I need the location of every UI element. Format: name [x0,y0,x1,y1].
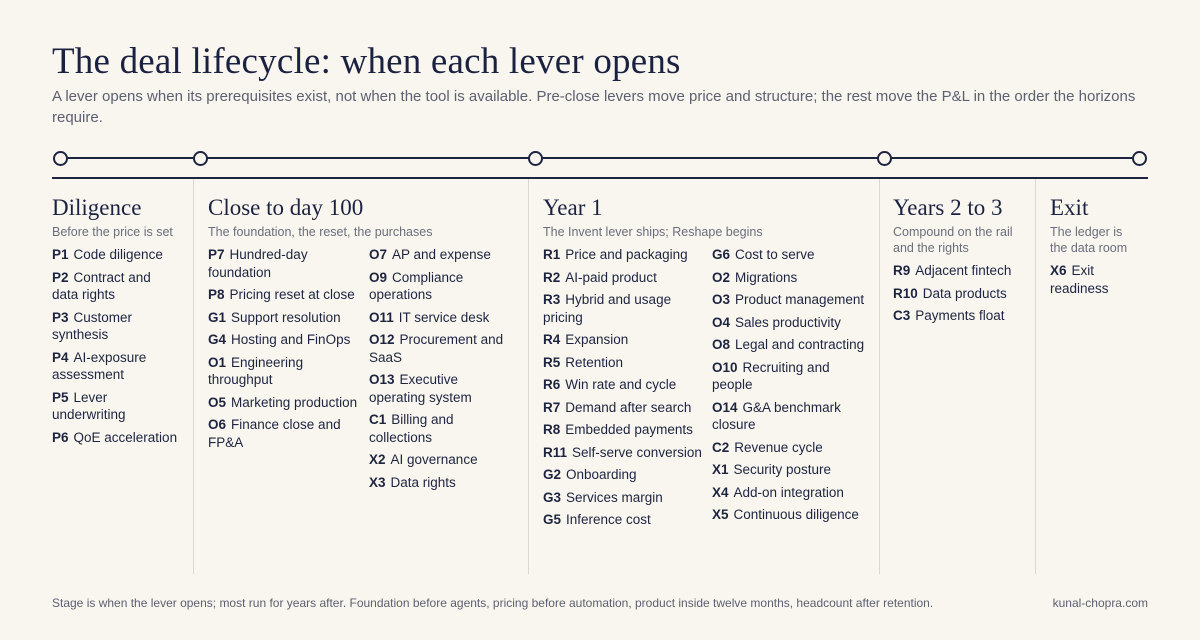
lever-item [712,336,872,354]
lever-label: Services margin [566,489,663,505]
lever-item [712,291,872,309]
lever-item [543,331,703,349]
lever-label: Demand after search [565,399,692,415]
lever-code: X3 [369,474,386,490]
lever-item [893,307,1028,325]
lever-code: C2 [712,439,730,455]
lever-code: P2 [52,269,69,285]
lever-item [369,474,509,492]
stage-description: Before the price is set [52,225,173,239]
lever-code: X1 [712,462,729,477]
lever-label: Compliance operations [369,269,464,302]
lever-item [369,371,509,406]
lever-label: Continuous diligence [733,507,859,522]
lever-label: AI-paid product [565,269,657,285]
lever-column [543,246,703,534]
lever-item [52,429,180,447]
stage-name: Diligence [52,195,142,220]
lever-code: R4 [543,332,561,347]
lever-code: R7 [543,399,561,415]
lever-item [543,269,703,287]
lever-code: P5 [52,389,69,405]
lever-item [52,349,180,384]
lever-code: O7 [369,247,388,262]
lever-item [712,269,872,287]
timeline-node-years-2-3 [877,151,892,166]
lever-label: Lever underwriting [52,389,126,422]
lever-label: Revenue cycle [734,439,823,455]
lever-item [369,309,509,327]
lever-item [369,411,509,446]
lever-code: C3 [893,308,911,323]
lever-label: Customer synthesis [52,309,133,342]
lever-column [1050,262,1130,302]
stage-description: Compound on the rail and the rights [893,225,1013,255]
lever-label: Exit readiness [1050,263,1109,296]
lever-label: Security posture [733,462,832,477]
lever-code: C1 [369,412,387,427]
lever-item [208,286,360,304]
lever-item [208,246,360,281]
stage-name: Year 1 [543,195,603,220]
lever-item [543,444,703,462]
lever-code: R10 [893,285,918,301]
lever-code: X4 [712,484,729,500]
stage-year-1 [543,194,872,534]
lever-code: G6 [712,247,731,262]
page-title: The deal lifecycle: when each lever opens [52,41,681,82]
lever-item [893,285,1028,303]
timeline-node-exit [1132,151,1147,166]
lever-code: O2 [712,269,731,285]
lever-label: Legal and contracting [735,337,865,352]
lever-code: P7 [208,247,225,262]
lever-item [52,269,180,304]
stage-diligence [52,194,180,451]
stage-years-2-to-3 [893,194,1028,330]
lever-item [543,511,703,529]
stage-close-to-day-100 [208,194,509,496]
lever-code: P4 [52,349,69,365]
stage-divider [193,179,194,574]
lever-item [543,246,703,264]
lever-column [712,246,872,534]
lever-item [712,484,872,502]
stage-divider [1035,179,1036,574]
lever-item [208,309,360,327]
lever-code: G1 [208,309,227,325]
lever-label: IT service desk [398,309,490,325]
lever-label: G&A benchmark closure [712,399,841,432]
timeline-node-year-1 [528,151,543,166]
lever-item [543,466,703,484]
lever-code: R11 [543,444,568,460]
lever-item [712,461,872,479]
lever-item [712,439,872,457]
stage-name: Years 2 to 3 [893,195,1003,220]
lever-label: Code diligence [73,247,163,262]
lever-label: Recruiting and people [712,359,830,392]
lever-label: Product management [735,292,865,307]
lever-column [369,246,509,496]
lever-label: Inference cost [566,512,651,527]
lever-code: X6 [1050,263,1067,278]
timeline-node-diligence [53,151,68,166]
lever-item [543,489,703,507]
lever-code: G3 [543,489,562,505]
page-subtitle: A lever opens when its prerequisites exist, not when the tool is available. Pre-close levers move price and structure; the rest move the P&L in the order the horizons require. [52,88,1136,126]
lever-code: X5 [712,507,729,522]
timeline-rail [60,157,1140,159]
lever-label: Hosting and FinOps [231,332,351,347]
stage-divider [528,179,529,574]
lever-label: Pricing reset at close [229,287,355,302]
lever-label: Hybrid and usage pricing [543,292,672,325]
lever-item [712,359,872,394]
stage-divider [879,179,880,574]
lever-code: R8 [543,422,561,437]
credit: kunal-chopra.com [1052,596,1148,610]
lever-column [893,262,1028,330]
lever-code: X2 [369,452,386,467]
lever-item [543,376,703,394]
lever-label: Hundred-day foundation [208,247,308,280]
lever-label: Billing and collections [369,412,454,445]
lever-item [543,421,703,439]
lever-code: O9 [369,269,388,285]
lever-label: Finance close and FP&A [208,417,341,450]
lever-code: P6 [52,429,69,445]
lever-item [208,416,360,451]
lever-label: Support resolution [231,309,341,325]
lever-label: Engineering throughput [208,354,304,387]
lever-label: Procurement and SaaS [369,332,504,365]
lever-label: Expansion [565,332,629,347]
lever-code: R9 [893,263,911,278]
lever-label: Migrations [735,269,798,285]
stage-description: The Invent lever ships; Reshape begins [543,225,763,239]
lever-column [208,246,360,496]
lever-label: Data products [922,285,1007,301]
stage-name: Exit [1050,195,1089,220]
lever-item [543,291,703,326]
lever-code: P8 [208,287,225,302]
lever-item [712,506,872,524]
stage-baseline [52,177,1148,179]
lever-item [543,399,703,417]
lever-code: R1 [543,247,561,262]
lever-code: O5 [208,394,227,410]
lever-label: Executive operating system [369,372,472,405]
lever-label: Onboarding [566,467,637,482]
lever-item [369,331,509,366]
lever-code: O14 [712,399,738,415]
lever-label: AP and expense [392,247,491,262]
lever-label: Adjacent fintech [915,263,1012,278]
timeline-node-close [193,151,208,166]
lever-code: G2 [543,467,562,482]
lever-item [208,331,360,349]
lever-item [369,269,509,304]
lever-item [712,246,872,264]
lever-item [369,451,509,469]
lever-item [712,399,872,434]
lever-label: Embedded payments [565,422,693,437]
lever-item [52,246,180,264]
lever-code: O10 [712,359,738,375]
lever-code: R5 [543,354,561,370]
lever-label: QoE acceleration [73,429,178,445]
lever-label: Sales productivity [735,314,841,330]
lever-code: P1 [52,247,69,262]
lever-code: G4 [208,332,227,347]
lever-item [369,246,509,264]
lever-label: Win rate and cycle [565,377,677,392]
lever-code: O1 [208,354,227,370]
lever-label: Retention [565,354,624,370]
lever-code: O11 [369,309,394,325]
lever-label: Self-serve conversion [572,444,702,460]
lever-code: O3 [712,292,731,307]
lever-code: R3 [543,292,561,307]
lever-code: O6 [208,417,227,432]
lever-code: O4 [712,314,731,330]
lever-code: O8 [712,337,731,352]
lever-code: O13 [369,372,395,387]
footnote: Stage is when the lever opens; most run for years after. Foundation before agents, pricing before automation, product inside twelve months, headcount after retention. [52,596,934,610]
lever-label: Marketing production [231,394,358,410]
lever-code: R6 [543,377,561,392]
lever-code: P3 [52,309,69,325]
lever-label: AI-exposure assessment [52,349,147,382]
lever-label: Payments float [915,308,1005,323]
lever-label: Price and packaging [565,247,688,262]
lever-code: O12 [369,332,395,347]
lever-label: Data rights [390,474,456,490]
lever-column [52,246,180,451]
lever-label: Cost to serve [735,247,815,262]
lever-item [52,309,180,344]
lever-code: G5 [543,512,562,527]
lever-item [712,314,872,332]
lever-label: Add-on integration [733,484,844,500]
lever-item [543,354,703,372]
lever-item [1050,262,1130,297]
lever-item [893,262,1028,280]
lever-item [208,394,360,412]
stage-description: The ledger is the data room [1050,225,1128,255]
stage-exit [1050,194,1140,302]
lever-label: Contract and data rights [52,269,151,302]
stage-name: Close to day 100 [208,195,364,220]
lever-label: AI governance [390,452,478,467]
lever-code: R2 [543,269,561,285]
lever-item [52,389,180,424]
lever-item [208,354,360,389]
stage-description: The foundation, the reset, the purchases [208,225,433,239]
